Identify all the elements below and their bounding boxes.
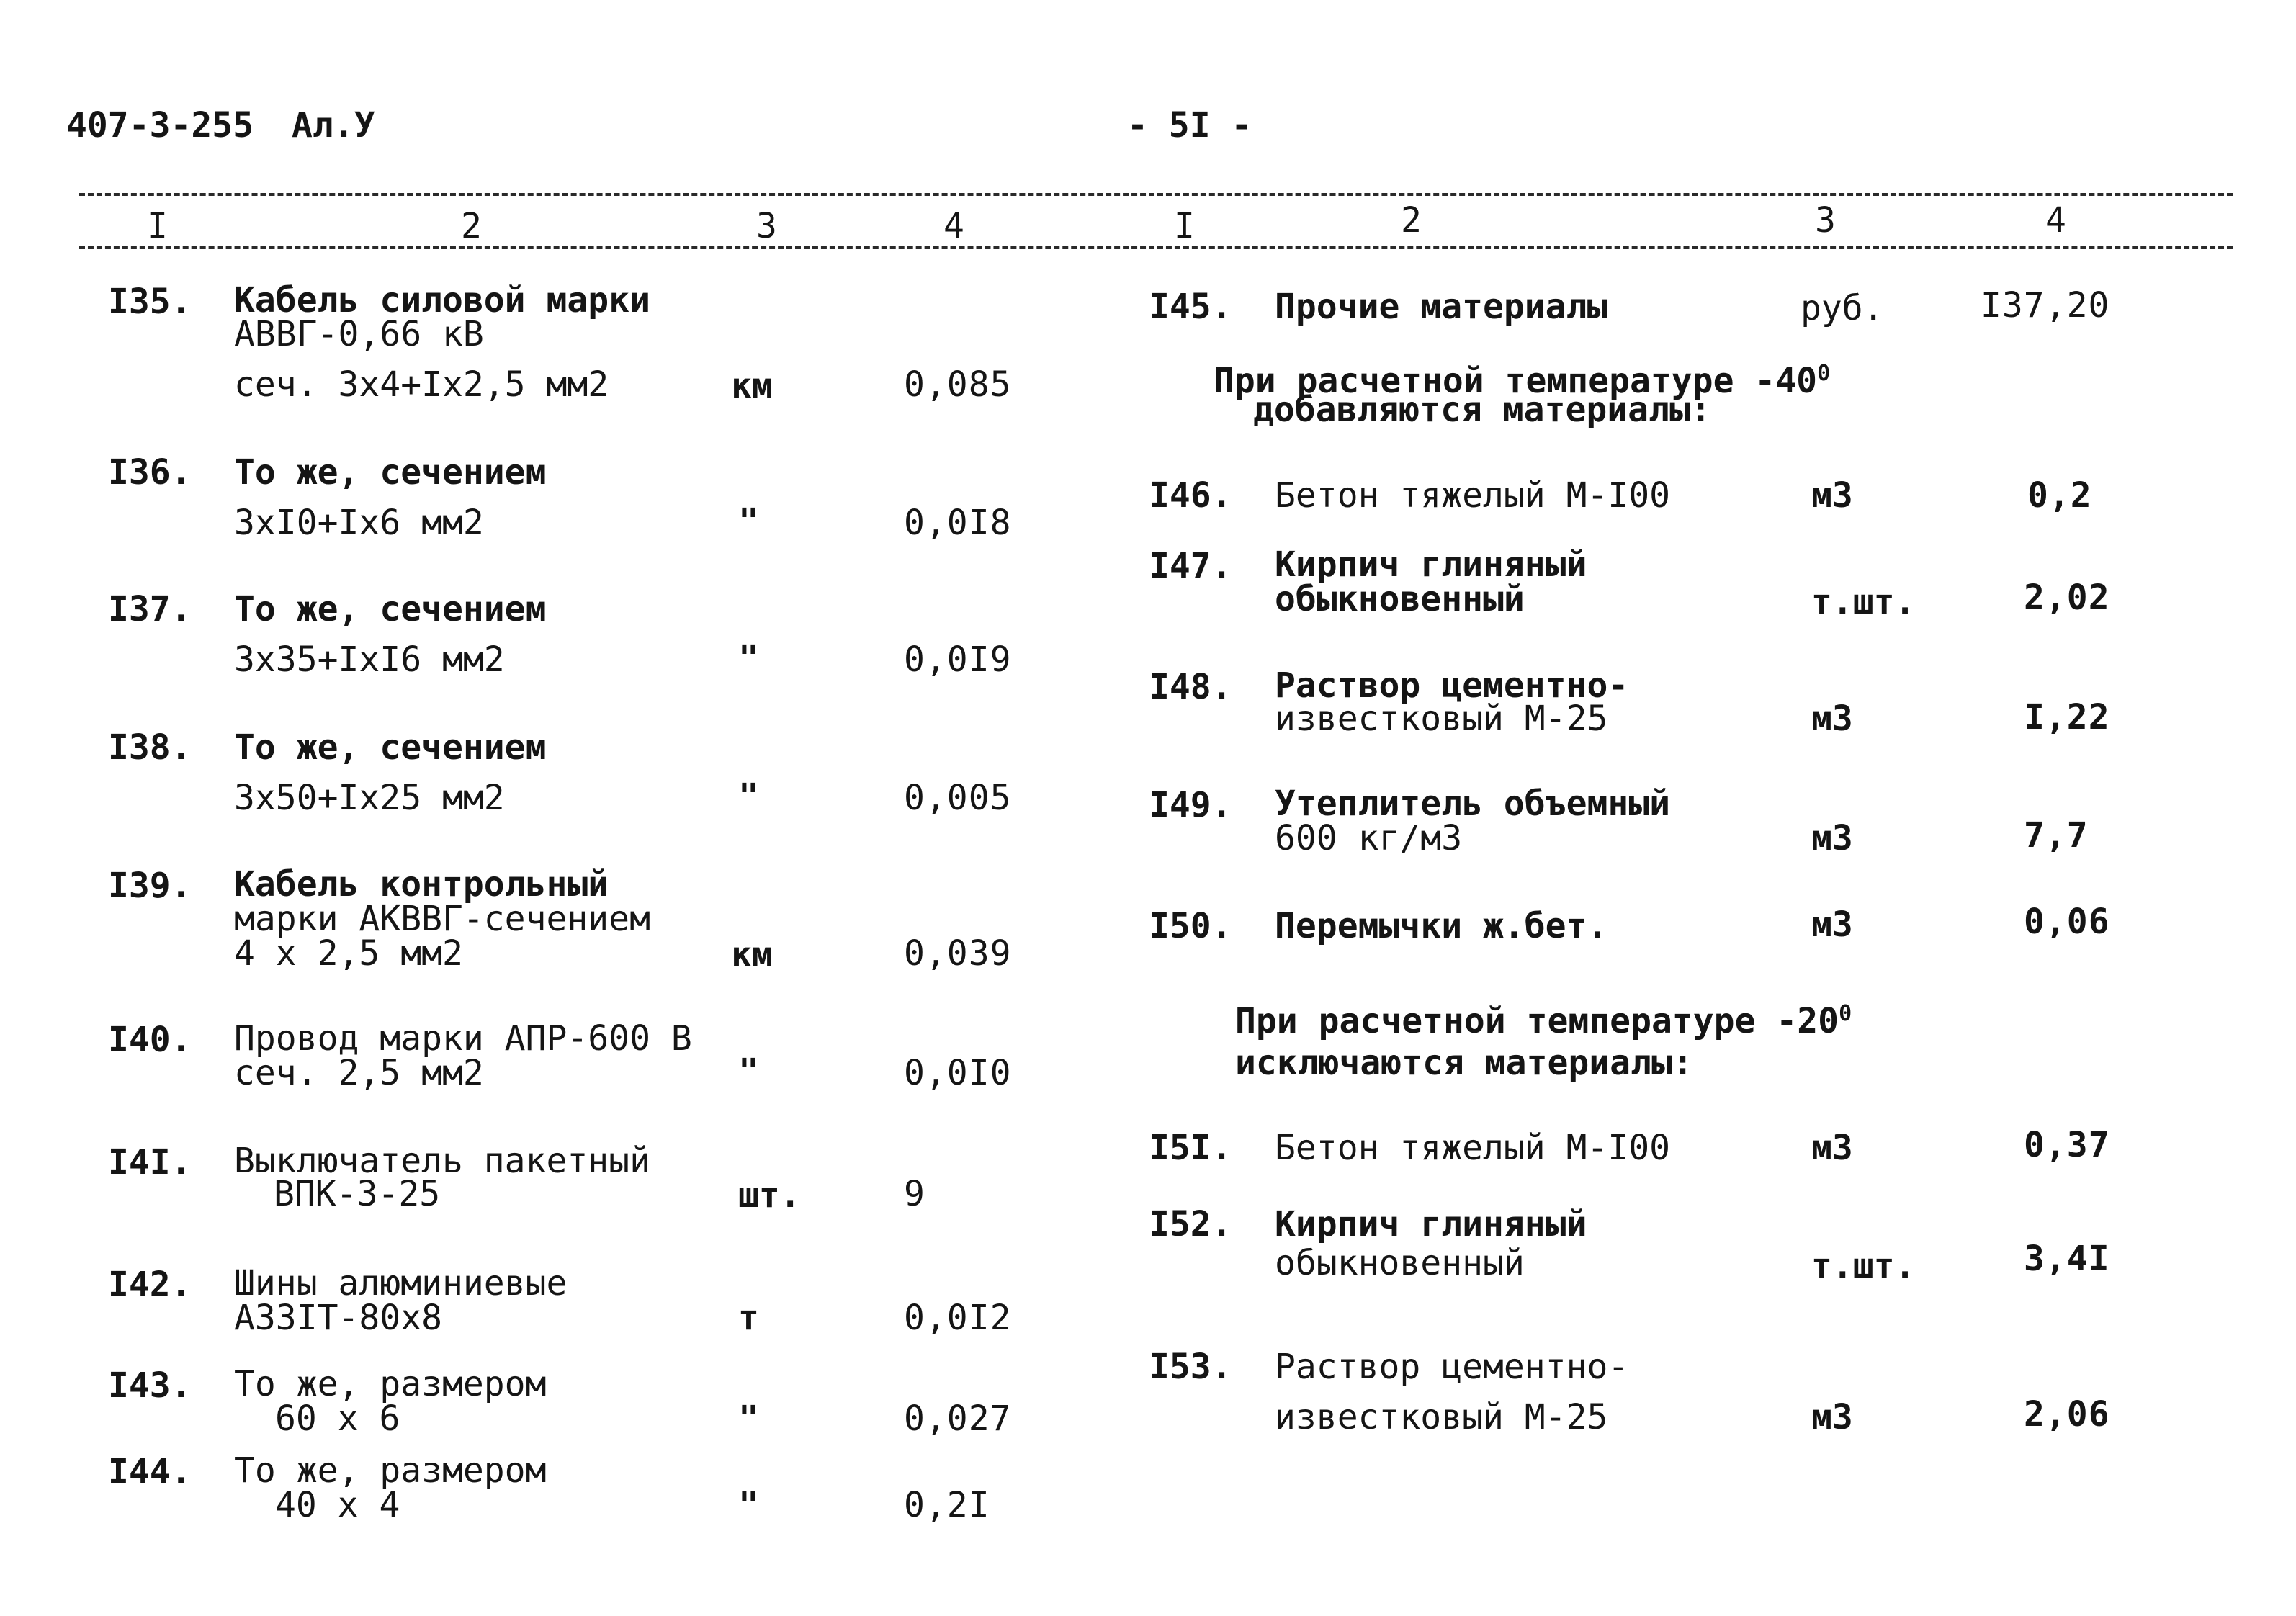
item-qty: 0,2 (2027, 475, 2092, 516)
item-qty: 0,005 (904, 778, 1012, 818)
left-col-4-header: 4 (943, 206, 964, 246)
item-unit: м3 (1811, 1397, 1853, 1437)
item-desc-line2: марки АКВВГ-сечением (234, 899, 650, 939)
item-desc-line3: 4 х 2,5 мм2 (234, 933, 463, 974)
item-unit: " (738, 776, 759, 817)
item-desc-line1: Кабель контрольный (234, 864, 609, 904)
item-desc-line1: Утеплитель объемный (1275, 784, 1671, 824)
document-code: 407-3-255 Ал.У (66, 105, 375, 145)
item-desc-line2: А33IТ-80х8 (234, 1298, 442, 1338)
item-qty: 0,2I (904, 1485, 990, 1525)
right-col-1-header: I (1174, 206, 1195, 246)
item-qty: 2,06 (2024, 1394, 2110, 1435)
item-desc-line2: 60 х 6 (275, 1399, 400, 1439)
item-qty: 0,0I8 (904, 503, 1012, 543)
item-qty: 3,4I (2024, 1239, 2110, 1279)
degree-sup: 0 (1817, 361, 1831, 386)
item-unit: м3 (1811, 904, 1853, 945)
right-col-3-header: 3 (1815, 200, 1836, 241)
item-qty: 0,0I9 (904, 639, 1012, 680)
left-col-2-header: 2 (461, 206, 482, 246)
item-unit: шт. (738, 1175, 801, 1216)
item-number: I44. (108, 1452, 192, 1492)
item-number: I38. (108, 727, 192, 768)
item-desc-line2: 40 х 4 (275, 1485, 400, 1525)
item-qty: 0,0I2 (904, 1298, 1012, 1338)
item-qty: I37,20 (1981, 285, 2110, 326)
item-unit: т.шт. (1811, 582, 1916, 622)
item-number: I40. (108, 1020, 192, 1060)
item-desc-line2: 600 кг/м3 (1275, 818, 1463, 858)
item-desc-line2: известковый М-25 (1275, 699, 1608, 739)
item-qty: 2,02 (2024, 578, 2110, 618)
item-unit: " (738, 1399, 759, 1439)
right-col-2-header: 2 (1401, 200, 1422, 241)
item-qty: 0,0I0 (904, 1053, 1012, 1093)
item-desc-line2: сеч. 2,5 мм2 (234, 1053, 484, 1093)
item-desc-line1: Провод марки АПР-600 В (234, 1018, 692, 1059)
header-bottom-rule (79, 246, 2233, 249)
item-desc-line1: Кабель силовой марки (234, 280, 650, 320)
item-number: I49. (1149, 785, 1232, 825)
item-desc-line1: То же, сечением (234, 589, 547, 629)
item-qty: I,22 (2024, 697, 2110, 737)
item-desc-line1: То же, сечением (234, 452, 547, 493)
item-number: I39. (108, 866, 192, 906)
item-desc-line2: 3хI0+Iх6 мм2 (234, 503, 484, 543)
item-desc-line1: Кирпич глиняный (1275, 544, 1587, 585)
degree-sup: 0 (1839, 1001, 1852, 1026)
item-desc-line1: Раствор цементно- (1275, 1347, 1629, 1387)
note-minus40-line2: добавляются материалы: (1253, 390, 1711, 430)
item-number: I46. (1149, 475, 1232, 516)
item-number: I47. (1149, 546, 1232, 586)
item-unit: т (738, 1298, 759, 1338)
item-number: I37. (108, 589, 192, 629)
item-unit: м3 (1811, 699, 1853, 739)
item-unit: м3 (1811, 1128, 1853, 1168)
item-unit: " (738, 1485, 759, 1525)
item-desc-line1: Бетон тяжелый М-I00 (1275, 1128, 1671, 1168)
item-qty: 0,085 (904, 364, 1012, 405)
item-qty: 0,37 (2024, 1125, 2110, 1165)
item-unit: т.шт. (1811, 1246, 1916, 1286)
item-number: I35. (108, 282, 192, 322)
item-number: I50. (1149, 906, 1232, 946)
item-number: I36. (108, 452, 192, 493)
item-desc-line1: Шины алюминиевые (234, 1263, 568, 1303)
item-desc-line2: 3х35+IхI6 мм2 (234, 639, 505, 680)
item-desc-line1: То же, размером (234, 1364, 547, 1404)
item-desc-line2: известковый М-25 (1275, 1397, 1608, 1437)
item-number: I52. (1149, 1204, 1232, 1244)
note-minus20-line1: При расчетной температуре $-20^0$ (1235, 1001, 1852, 1041)
item-unit: " (738, 1051, 759, 1092)
item-number: I42. (108, 1265, 192, 1305)
item-number: I48. (1149, 667, 1232, 707)
item-number: I43. (108, 1365, 192, 1406)
item-desc-line1: То же, размером (234, 1450, 547, 1491)
item-desc-line2: 3х50+Iх25 мм2 (234, 778, 505, 818)
item-qty: 0,06 (2024, 902, 2110, 942)
item-desc-line1: Перемычки ж.бет. (1275, 906, 1608, 946)
item-unit: км (731, 366, 773, 406)
item-unit: м3 (1811, 475, 1853, 516)
left-col-1-header: I (147, 206, 168, 246)
page-number: - 5I - (1127, 105, 1252, 145)
note-minus20-line2: исключаются материалы: (1235, 1043, 1693, 1083)
item-desc-line1: Кирпич глиняный (1275, 1204, 1587, 1244)
item-desc-line2: обыкновенный (1275, 579, 1525, 619)
album-label: Ал.У (292, 105, 375, 145)
item-number: I45. (1149, 287, 1232, 327)
item-number: I4I. (108, 1142, 192, 1182)
item-unit: м3 (1811, 818, 1853, 858)
item-qty: 0,027 (904, 1399, 1012, 1439)
item-desc-line1: Раствор цементно- (1275, 665, 1629, 706)
item-qty: 0,039 (904, 933, 1012, 974)
item-unit: руб. (1801, 288, 1884, 328)
item-unit: км (731, 935, 773, 975)
item-desc-line3: сеч. 3х4+Iх2,5 мм2 (234, 364, 609, 405)
item-number: I53. (1149, 1347, 1232, 1387)
item-qty: 7,7 (2024, 815, 2089, 856)
item-desc-line2: ВПК-3-25 (274, 1174, 441, 1214)
item-number: I5I. (1149, 1128, 1232, 1168)
item-unit: " (738, 501, 759, 542)
item-desc-line1: То же, сечением (234, 727, 547, 768)
left-col-3-header: 3 (756, 206, 777, 246)
item-unit: " (738, 638, 759, 678)
item-desc-line2: АВВГ-0,66 кВ (234, 314, 484, 354)
item-qty: 9 (904, 1174, 925, 1214)
header-top-rule (79, 193, 2233, 196)
item-desc-line1: Бетон тяжелый М-I00 (1275, 475, 1671, 516)
item-desc-line1: Прочие материалы (1275, 287, 1608, 327)
item-desc-line2: обыкновенный (1275, 1243, 1525, 1283)
item-desc-line1: Выключатель пакетный (234, 1141, 650, 1181)
right-col-4-header: 4 (2045, 200, 2066, 241)
note-minus40-line1: При расчетной температуре $-40^0$ (1214, 361, 1831, 401)
